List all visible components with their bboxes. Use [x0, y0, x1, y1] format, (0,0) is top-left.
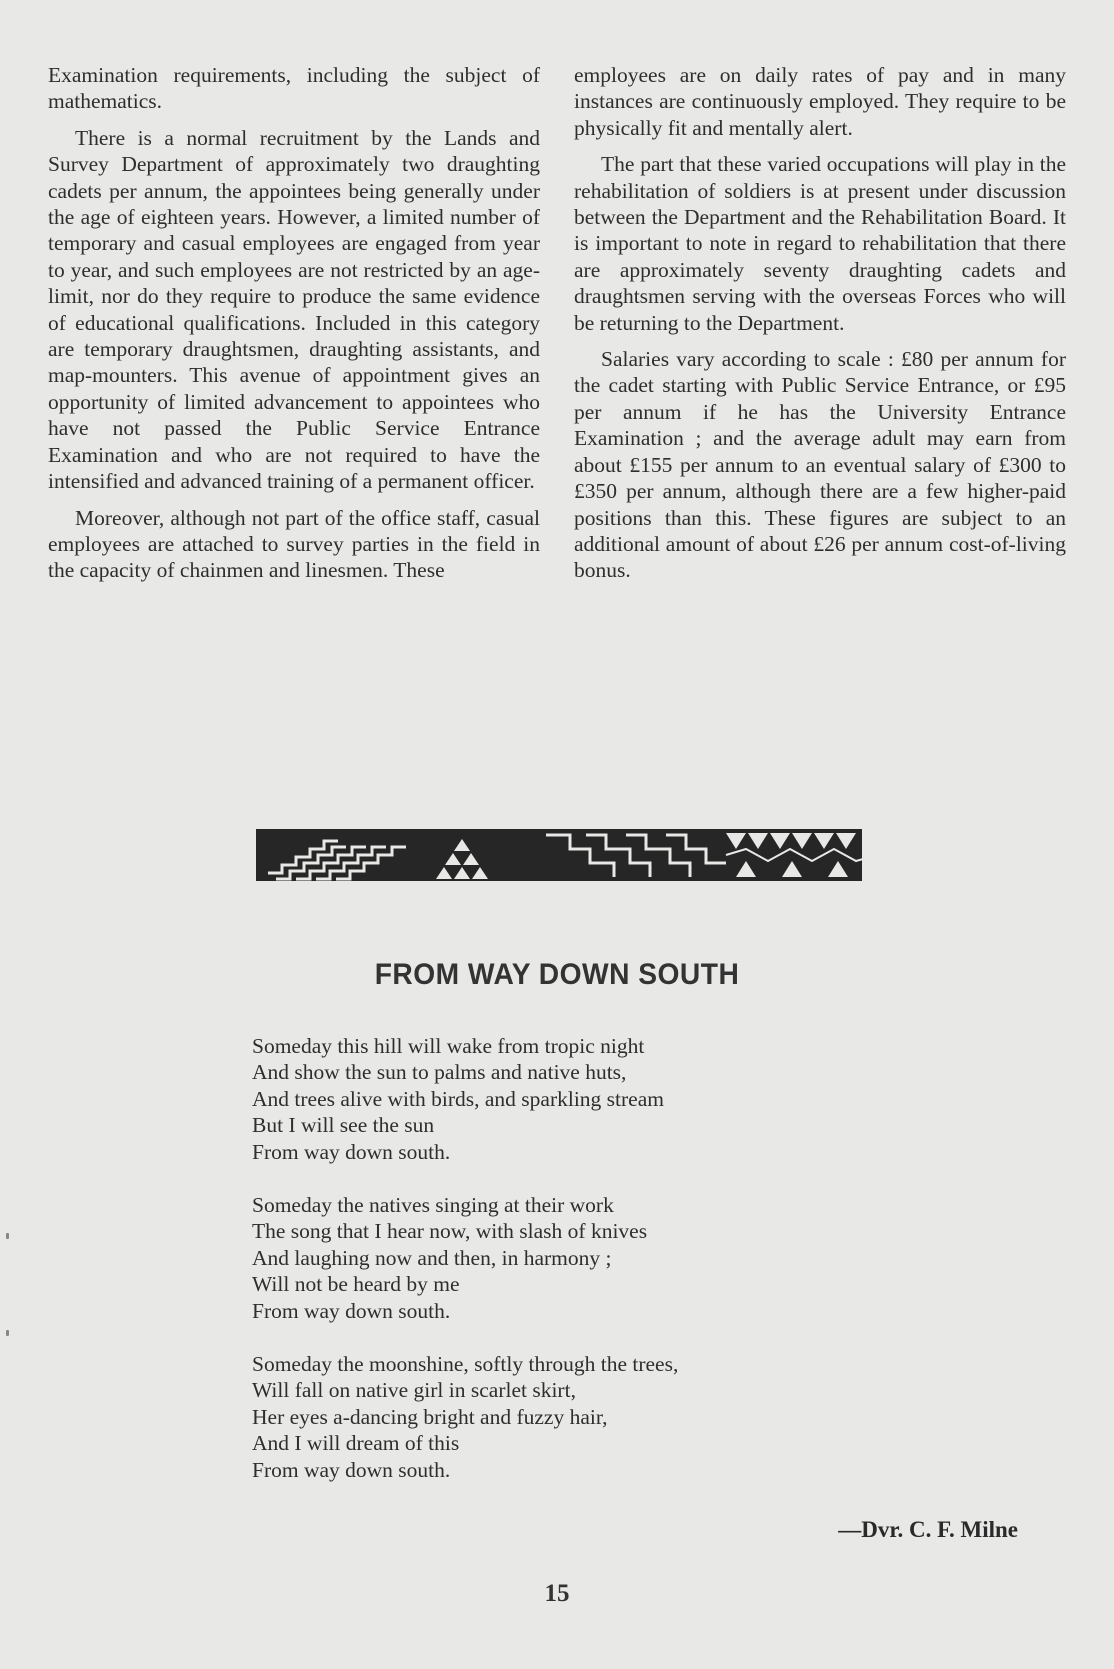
poem-line: Her eyes a-dancing bright and fuzzy hair, — [252, 1404, 608, 1429]
paragraph: Examination requirements, including the subject of mathematics. — [48, 63, 540, 114]
poem-line: Will not be heard by me — [252, 1272, 460, 1297]
poem-author: —Dvr. C. F. Milne — [838, 1517, 1018, 1542]
poem-line: From way down south. — [252, 1298, 451, 1323]
paragraph: The part that these varied occupations will play in the rehabilitation of soldiers is at present under discussion between the Department and the Rehabilitation Board. It is important to note in regard to rehabilitation that there are approximately seventy draughting cadets and draughtsmen serving with the overseas Forces who will be returning to the Department. — [574, 152, 1066, 335]
poem-stanza — [252, 1192, 678, 1324]
poem-line: Someday the moonshine, softly through the trees, — [252, 1352, 679, 1377]
poem-line: And I will dream of this — [252, 1431, 460, 1456]
decorative-border-ornament — [256, 815, 862, 881]
poem-line: Someday the natives singing at their work — [252, 1193, 614, 1218]
tukutuku-pattern-icon — [256, 815, 862, 881]
poem-line: And trees alive with birds, and sparkling stream — [252, 1086, 664, 1111]
paragraph: Moreover, although not part of the office staff, casual employees are attached to survey parties in the field in the capacity of chainmen and linesmen. These — [48, 505, 540, 583]
poem-line: And laughing now and then, in harmony ; — [252, 1245, 612, 1270]
poem-title: FROM WAY DOWN SOUTH — [374, 958, 740, 991]
poem-line: The song that I hear now, with slash of knives — [252, 1219, 648, 1244]
poem-line: But I will see the sun — [252, 1113, 435, 1138]
paragraph: employees are on daily rates of pay and in many instances are continuously employed. They require to be physically fit and mentally alert. — [574, 63, 1066, 140]
poem-line: From way down south. — [252, 1457, 451, 1482]
paragraph: Salaries vary according to scale : £80 per annum for the cadet starting with Public Service Entrance, or £95 per annum if he has the University Entrance Examination ; and the average adult may earn from about £155 per annum to an eventual salary of £300 to £350 per annum, although there are a few higher-paid positions than this. These figures are subject to an additional amount of about £26 per annum cost-of-living bonus. — [574, 347, 1066, 583]
right-column — [574, 62, 1066, 594]
scan-speck — [6, 1330, 9, 1336]
poem-body — [252, 1033, 678, 1510]
poem-stanza — [252, 1351, 678, 1483]
poem-line: Someday this hill will wake from tropic night — [252, 1034, 645, 1058]
scan-speck — [6, 1233, 9, 1239]
poem-line: Will fall on native girl in scarlet skirt, — [252, 1378, 576, 1403]
poem-line: And show the sun to palms and native huts, — [252, 1060, 627, 1085]
page-number: 15 — [544, 1580, 570, 1607]
paragraph: There is a normal recruitment by the Lands and Survey Department of approximately two draughting cadets per annum, the appointees being generally under the age of eighteen years. However, a limited number of temporary and casual employees are engaged from year to year, and such employees are not restricted by an age-limit, nor do they require to produce the same evidence of educational qualifications. Included in this category are temporary draughtsmen, draughting assistants, and map-mounters. This avenue of appointment gives an opportunity of limited advancement to appointees who have not passed the Public Service Entrance Examination and who are not required to have the intensified and advanced training of a permanent officer. — [48, 125, 540, 494]
left-column — [48, 62, 540, 594]
poem-stanza — [252, 1033, 678, 1165]
poem-line: From way down south. — [252, 1139, 451, 1164]
